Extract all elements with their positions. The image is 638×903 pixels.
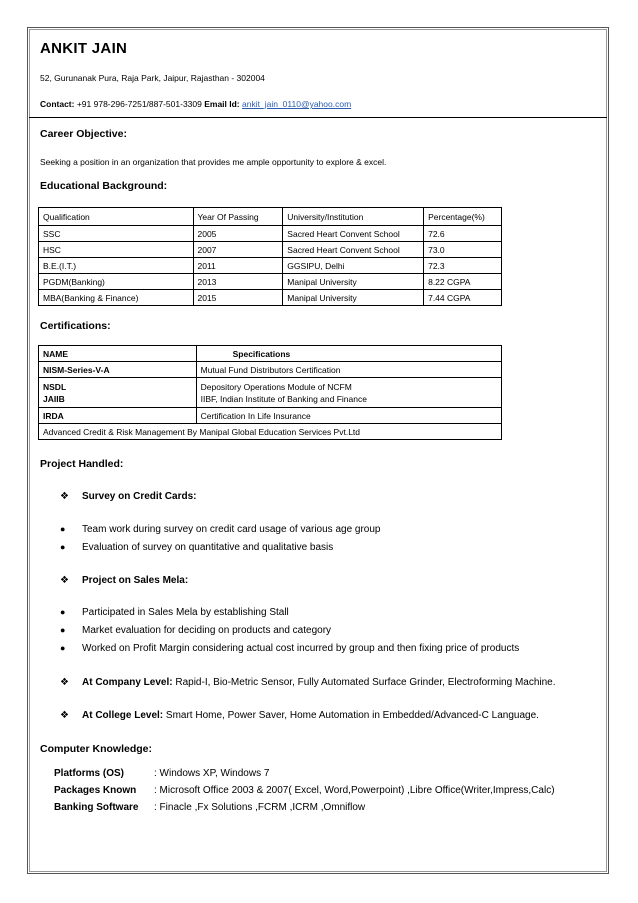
table-cell: 2007 [193,242,283,258]
company-level-item [60,677,556,688]
project-title: Survey on Credit Cards: [82,491,197,502]
diamond-icon: ❖ [60,491,69,502]
table-cell: SSC [39,226,194,242]
bullet-text: Participated in Sales Mela by establishing Stall [82,607,289,618]
cert-spec: IIBF, Indian Institute of Banking and Finance [200,393,367,404]
table-cell: 8.22 CGPA [424,274,502,290]
table-cell: B.E.(I.T.) [39,258,194,274]
column-header: NAME [39,346,197,362]
table-cell: NISM-Series-V-A [39,362,197,378]
certifications-header-row [39,346,502,362]
bullet-icon: ● [60,607,66,617]
table-cell: Sacred Heart Convent School [283,226,424,242]
college-level-label: At College Level: [82,710,164,721]
address: 52, Gurunanak Pura, Raja Park, Jaipur, Rajasthan - 302004 [40,73,265,83]
list-item [60,643,519,654]
bullet-text: Worked on Profit Margin considering actual cost incurred by group and then fixing price of products [82,643,520,654]
table-cell: 2005 [193,226,283,242]
education-header-row [39,208,502,226]
table-cell: PGDM(Banking) [39,274,194,290]
bullet-icon: ● [60,643,66,653]
table-row [39,424,502,440]
table-cell: Certification In Life Insurance [196,408,501,424]
company-level-text: Rapid-I, Bio-Metric Sensor, Fully Automated Surface Grinder, Electroforming Machine. [172,677,556,688]
table-cell: HSC [39,242,194,258]
bullet-text: Team work during survey on credit card usage of various age group [82,524,381,535]
bullet-icon: ● [60,524,66,534]
table-cell: GGSIPU, Delhi [283,258,424,274]
cert-spec: Depository Operations Module of NCFM [200,381,352,392]
computer-heading: Computer Knowledge: [40,743,152,755]
computer-row [54,768,269,779]
column-header: University/Institution [283,208,424,226]
table-cell: Sacred Heart Convent School [283,242,424,258]
table-cell: 2013 [193,274,283,290]
college-level-text: Smart Home, Power Saver, Home Automation in Embedded/Advanced-C Language. [163,710,539,721]
list-item [60,607,289,618]
computer-label: Platforms (OS) [54,768,125,779]
table-cell: 2011 [193,258,283,274]
certifications-heading: Certifications: [40,320,111,332]
cert-name: NSDL [43,381,67,392]
column-header: Year Of Passing [193,208,283,226]
contact-phone: +91 978-296-7251/887-501-3309 [74,99,205,109]
table-row [39,242,502,258]
career-text: Seeking a position in an organization that provides me ample opportunity to explore & excel. [40,157,387,167]
cert-name: JAIIB [43,393,65,404]
candidate-name: ANKIT JAIN [40,40,128,57]
header-divider [29,117,607,118]
list-item [60,524,381,535]
table-cell: Mutual Fund Distributors Certification [196,362,501,378]
table-cell: 72.6 [424,226,502,242]
computer-row [54,785,555,796]
bullet-icon: ● [60,625,66,635]
computer-label: Banking Software [54,802,139,813]
diamond-icon: ❖ [60,677,69,688]
column-header: Specifications [196,346,501,362]
computer-label: Packages Known [54,785,137,796]
table-cell: IRDA [39,408,197,424]
diamond-icon: ❖ [60,710,69,721]
computer-value: : Finacle ,Fx Solutions ,FCRM ,ICRM ,Omniflow [154,802,366,813]
company-level-label: At Company Level: [82,677,173,688]
table-cell [196,378,501,408]
projects-heading: Project Handled: [40,458,124,470]
certifications-table [38,345,502,440]
table-row [39,408,502,424]
computer-value: : Windows XP, Windows 7 [154,768,270,779]
table-cell: Advanced Credit & Risk Management By Manipal Global Education Services Pvt.Ltd [39,424,502,440]
list-item [60,625,331,636]
bullet-text: Market evaluation for deciding on products and category [82,625,332,636]
table-row [39,362,502,378]
table-row [39,274,502,290]
email-link[interactable]: ankit_jain_0110@yahoo.com [242,99,352,109]
email-label: Email Id: [204,99,240,109]
table-row [39,378,502,408]
project-title: Project on Sales Mela: [82,575,189,586]
table-row [39,226,502,242]
bullet-icon: ● [60,542,66,552]
project-item [60,575,188,586]
table-cell [39,378,197,408]
computer-row [54,802,365,813]
table-row [39,290,502,306]
career-heading: Career Objective: [40,128,127,140]
column-header: Qualification [39,208,194,226]
bullet-text: Evaluation of survey on quantitative and qualitative basis [82,542,334,553]
table-cell: 7.44 CGPA [424,290,502,306]
college-level-item [60,710,539,721]
diamond-icon: ❖ [60,575,69,586]
project-item [60,491,196,502]
education-heading: Educational Background: [40,180,168,192]
table-row [39,258,502,274]
education-table [38,207,502,306]
contact-label: Contact: [40,99,75,109]
table-cell: 72.3 [424,258,502,274]
list-item [60,542,333,553]
table-cell: 73.0 [424,242,502,258]
table-cell: 2015 [193,290,283,306]
column-header: Percentage(%) [424,208,502,226]
contact-line [40,99,351,109]
table-cell: Manipal University [283,290,424,306]
table-cell: MBA(Banking & Finance) [39,290,194,306]
table-cell: Manipal University [283,274,424,290]
computer-value: : Microsoft Office 2003 & 2007( Excel, Word,Powerpoint) ,Libre Office(Writer,Impress,Calc) [154,785,555,796]
